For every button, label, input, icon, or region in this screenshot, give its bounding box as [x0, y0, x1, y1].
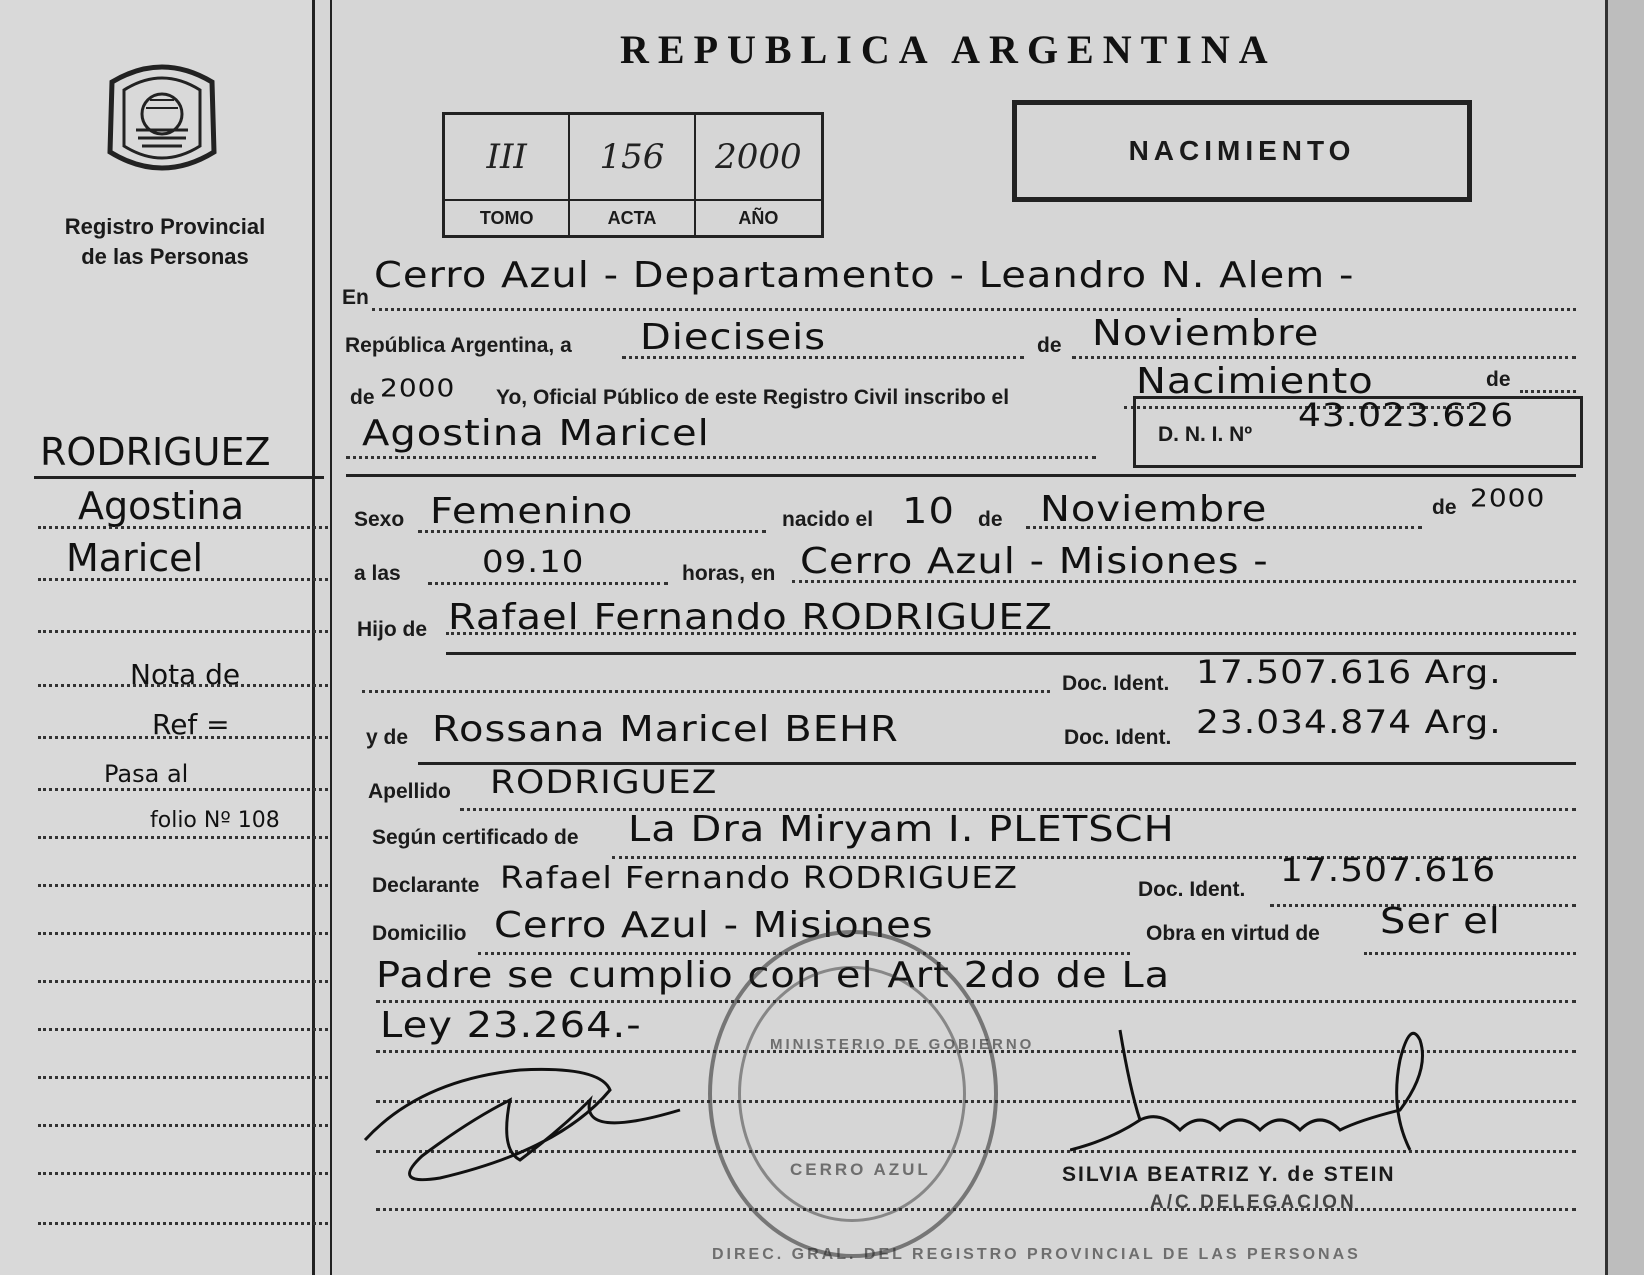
official-signature: [1070, 1010, 1490, 1180]
margin-dotted-line: [38, 578, 328, 581]
margin-dotted-line: [38, 684, 328, 687]
doc-ident-label-3: Doc. Ident.: [1138, 878, 1246, 901]
stub-divider-line-2: [330, 0, 332, 1275]
page-right-edge: [1605, 0, 1644, 1275]
dotted-line: [1072, 356, 1576, 359]
margin-surname: RODRIGUEZ: [40, 430, 271, 474]
dotted-line: [1520, 390, 1576, 393]
stamp-inner-text: MINISTERIO DE GOBIERNO: [770, 1036, 1035, 1053]
margin-note-3: Pasa al: [104, 760, 189, 788]
sexo-label: Sexo: [354, 508, 405, 531]
republica-label: República Argentina, a: [345, 334, 572, 357]
dotted-line: [1364, 952, 1576, 955]
dotted-line: [428, 582, 668, 585]
left-margin-stub: [0, 0, 312, 1275]
tomo-value: III: [486, 137, 527, 177]
margin-dotted-line: [38, 1124, 328, 1127]
address-value: Cerro Azul - Misiones: [494, 904, 934, 946]
margin-name-2: Maricel: [66, 536, 204, 580]
child-name-value: Agostina Maricel: [362, 412, 710, 454]
margin-rule: [34, 476, 324, 479]
acta-label: ACTA: [570, 199, 695, 235]
de5-label: de: [1432, 496, 1457, 519]
anio-value: 2000: [715, 137, 802, 177]
country-title: REPUBLICA ARGENTINA: [620, 27, 1277, 72]
obra-label: Obra en virtud de: [1146, 922, 1320, 945]
official-title: A/C DELEGACION: [1150, 1192, 1357, 1213]
official-stamp-inner-ring: [738, 966, 966, 1222]
certificate-by-value: La Dra Miryam I. PLETSCH: [628, 808, 1175, 850]
margin-dotted-line: [38, 1076, 328, 1079]
dotted-line: [1026, 526, 1422, 529]
y-de-label: y de: [366, 726, 409, 749]
stub-divider-line: [312, 0, 315, 1275]
margin-note-4: folio Nº 108: [150, 808, 280, 833]
day-value: Dieciseis: [640, 316, 827, 358]
declarant-doc-value: 17.507.616: [1280, 852, 1497, 889]
de3-label: de: [1486, 368, 1511, 391]
month-value: Noviembre: [1092, 312, 1320, 354]
dni-box: [1133, 396, 1583, 468]
margin-dotted-line: [38, 736, 328, 739]
act-type-box: NACIMIENTO: [1012, 100, 1472, 202]
dotted-line: [376, 1208, 1576, 1211]
dotted-line: [792, 580, 1576, 583]
de2-label: de: [350, 386, 375, 409]
margin-name-1: Agostina: [78, 484, 244, 528]
segun-certificado-label: Según certificado de: [372, 826, 579, 849]
basis-value-2: Padre se cumplio con el Art 2do de La: [376, 954, 1171, 996]
stamp-town-text: CERRO AZUL: [790, 1160, 931, 1179]
margin-dotted-line: [38, 526, 328, 529]
birth-place-value: Cerro Azul - Misiones -: [800, 540, 1269, 582]
margin-dotted-line: [38, 884, 328, 887]
tomo-acta-anio-box: [442, 112, 824, 238]
official-name: SILVIA BEATRIZ Y. de STEIN: [1062, 1163, 1396, 1186]
yo-oficial-label: Yo, Oficial Público de este Registro Civil inscribo el: [496, 386, 1010, 409]
de4-label: de: [978, 508, 1003, 531]
stamp-outer-text: DIREC. GRAL. DEL REGISTRO PROVINCIAL DE LAS PERSONAS: [712, 1246, 1361, 1263]
section-rule: [346, 474, 1576, 477]
dotted-line: [622, 356, 1024, 359]
de-label: de: [1037, 334, 1062, 357]
margin-dotted-line: [38, 932, 328, 935]
margin-dotted-line: [38, 836, 328, 839]
declarant-value: Rafael Fernando RODRIGUEZ: [500, 860, 1019, 896]
margin-dotted-line: [38, 1222, 328, 1225]
mother-doc-value: 23.034.874 Arg.: [1196, 704, 1502, 741]
margin-dotted-line: [38, 980, 328, 983]
declarant-signature: [360, 1060, 690, 1190]
mother-name-value: Rossana Maricel BEHR: [432, 708, 899, 750]
tomo-label: TOMO: [445, 199, 570, 235]
margin-dotted-line: [38, 630, 328, 633]
hijo-de-label: Hijo de: [357, 618, 428, 641]
sex-value: Femenino: [430, 490, 634, 532]
margin-note-1: Nota de: [130, 658, 241, 691]
dotted-line: [446, 632, 1576, 635]
dni-label: D. N. I. Nº: [1158, 423, 1253, 446]
dotted-line: [418, 530, 766, 533]
declarante-label: Declarante: [372, 874, 480, 897]
doc-ident-label-2: Doc. Ident.: [1064, 726, 1172, 749]
surname-value: RODRIGUEZ: [490, 764, 718, 801]
birth-day-value: 10: [902, 490, 955, 532]
dotted-line: [362, 690, 1050, 693]
dni-value: 43.023.626: [1298, 397, 1515, 434]
acta-value: 156: [599, 137, 665, 177]
father-doc-value: 17.507.616 Arg.: [1196, 654, 1502, 691]
basis-value-1: Ser el: [1380, 900, 1501, 942]
dotted-line: [376, 1000, 1576, 1003]
margin-dotted-line: [38, 788, 328, 791]
apellido-label: Apellido: [368, 780, 451, 803]
margin-dotted-line: [38, 1028, 328, 1031]
birth-hour-value: 09.10: [482, 544, 585, 580]
a-las-label: a las: [354, 562, 401, 585]
en-label: En: [342, 286, 369, 309]
margin-dotted-line: [38, 1172, 328, 1175]
nacido-label: nacido el: [782, 508, 874, 531]
anio-label: AÑO: [696, 199, 821, 235]
domicilio-label: Domicilio: [372, 922, 467, 945]
basis-value-3: Ley 23.264.-: [380, 1004, 642, 1046]
province-seal-logo: [102, 52, 222, 184]
margin-note-2: Ref =: [152, 708, 230, 741]
birth-month-value: Noviembre: [1040, 488, 1268, 530]
dotted-line: [372, 308, 1576, 311]
place-value: Cerro Azul - Departamento - Leandro N. Alem -: [374, 254, 1355, 296]
year-value: 2000: [380, 373, 456, 403]
registry-name: [40, 212, 290, 272]
registry-line-1: Registro Provincial: [64, 214, 266, 239]
horas-en-label: horas, en: [682, 562, 776, 585]
act-kind-value: Nacimiento: [1136, 360, 1374, 402]
registry-line-2: de las Personas: [81, 244, 249, 269]
birth-year-value: 2000: [1470, 483, 1546, 513]
father-name-value: Rafael Fernando RODRIGUEZ: [448, 596, 1054, 638]
dotted-line: [346, 456, 1096, 459]
doc-ident-label-1: Doc. Ident.: [1062, 672, 1170, 695]
